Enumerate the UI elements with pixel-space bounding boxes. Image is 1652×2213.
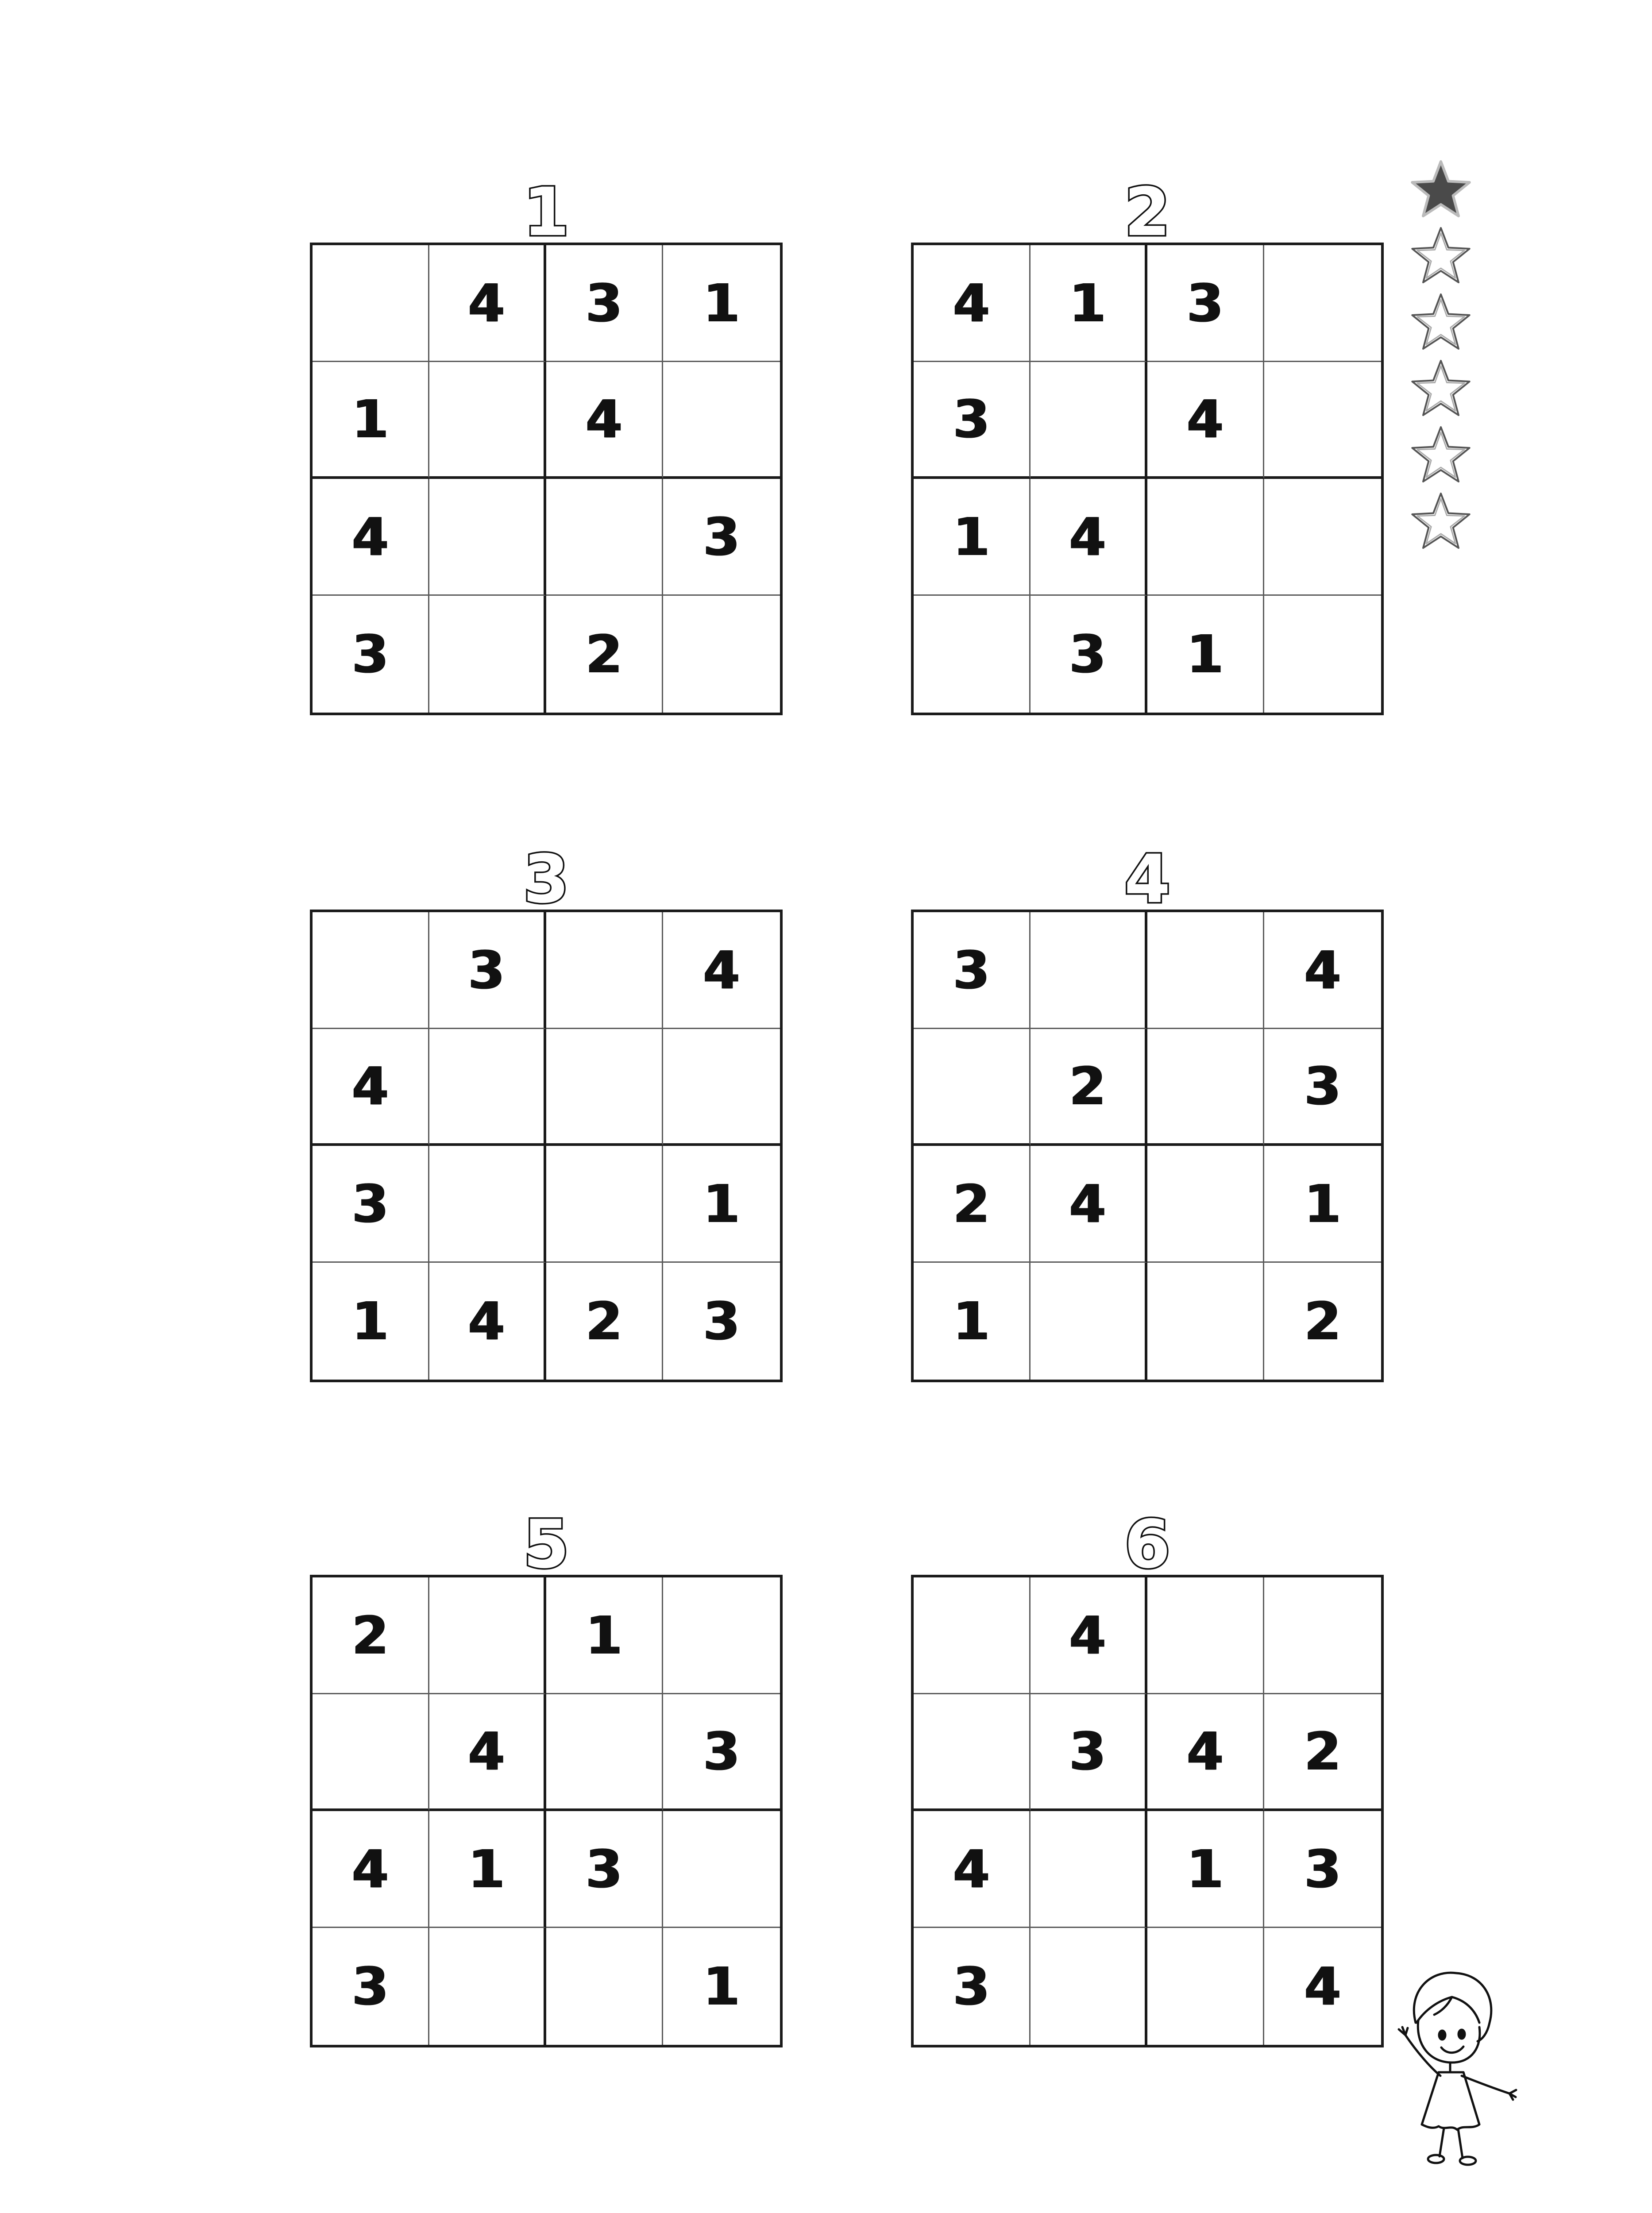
puzzle-number: 5 (523, 1506, 570, 1583)
grid-cell: 1 (914, 1263, 1031, 1380)
grid-cell (1031, 1811, 1147, 1928)
grid-cell: 2 (1031, 1029, 1147, 1146)
grid-cell: 2 (1304, 1291, 1341, 1352)
grid-cell: 4 (1147, 362, 1264, 479)
grid-cell: 1 (313, 1263, 429, 1380)
grid-cell (546, 479, 663, 596)
grid-cell: 3 (1264, 1029, 1381, 1146)
grid-cell: 4 (663, 912, 780, 1029)
grid-cell (1264, 1577, 1381, 1694)
grid-cell (1147, 1577, 1264, 1694)
grid-cell (546, 912, 663, 1029)
grid-cell: 3 (313, 1928, 429, 2045)
grid-cell: 3 (313, 596, 429, 713)
grid-cell: 2 (1264, 1694, 1381, 1811)
grid-cell: 1 (1031, 245, 1147, 362)
sudoku-grid (310, 1575, 783, 2047)
grid-cell: 4 (313, 479, 429, 596)
grid-cell: 3 (1031, 1694, 1147, 1811)
grid-cell: 4 (429, 1263, 546, 1380)
grid-cell: 4 (914, 1811, 1031, 1928)
grid-cell (546, 1928, 663, 2045)
grid-cell (313, 245, 429, 362)
grid-cell: 1 (663, 245, 780, 362)
grid-cell: 4 (914, 245, 1031, 362)
grid-cell: 4 (546, 362, 663, 479)
grid-cell: 1 (429, 1811, 546, 1928)
grid-cell: 3 (703, 1291, 740, 1352)
grid-cell (546, 1029, 663, 1146)
grid-cell (1264, 362, 1381, 479)
puzzle-number: 6 (1124, 1506, 1171, 1583)
grid-cell (1031, 1263, 1147, 1380)
grid-cell (1147, 1928, 1264, 2045)
grid-cell (1031, 362, 1147, 479)
grid-cell: 4 (429, 245, 546, 362)
grid-cell: 2 (313, 1577, 429, 1694)
grid-cell: 1 (1147, 596, 1264, 713)
grid-cell: 3 (663, 479, 780, 596)
grid-cell (1031, 912, 1147, 1029)
puzzle-number: 3 (523, 841, 570, 918)
grid-cell (546, 1694, 663, 1811)
grid-cell: 4 (429, 1694, 546, 1811)
grid-cell (1147, 479, 1264, 596)
grid-cell (914, 1029, 1031, 1146)
grid-cell (429, 479, 546, 596)
grid-cell: 4 (313, 1029, 429, 1146)
grid-cell (429, 1577, 546, 1694)
grid-cell (429, 1928, 546, 2045)
grid-cell: 4 (1264, 912, 1381, 1029)
sudoku-grid (911, 243, 1384, 715)
grid-cell: 4 (313, 1811, 429, 1928)
puzzle-number: 4 (1124, 841, 1171, 918)
grid-cell (663, 1029, 780, 1146)
star-outline-icon (1408, 224, 1474, 290)
grid-cell: 2 (546, 1263, 663, 1380)
grid-cell: 3 (546, 1811, 663, 1928)
puzzle-number: 2 (1124, 174, 1171, 251)
grid-cell: 4 (1031, 479, 1147, 596)
grid-cell (1264, 596, 1381, 713)
grid-cell: 1 (703, 1956, 740, 2017)
grid-cell: 1 (546, 1577, 663, 1694)
grid-cell (663, 362, 780, 479)
grid-cell: 1 (1264, 1146, 1381, 1263)
star-outline-icon (1408, 356, 1474, 423)
grid-cell (429, 1146, 546, 1263)
grid-cell (313, 912, 429, 1029)
grid-cell: 3 (546, 245, 663, 362)
grid-cell: 3 (313, 1146, 429, 1263)
grid-cell: 3 (1264, 1811, 1381, 1928)
grid-cell (546, 1146, 663, 1263)
grid-cell (1147, 1146, 1264, 1263)
sudoku-grid (310, 243, 783, 715)
grid-cell: 2 (546, 596, 663, 713)
grid-cell (1147, 1263, 1264, 1380)
grid-cell: 3 (1147, 245, 1264, 362)
grid-cell (1031, 1928, 1147, 2045)
grid-cell: 1 (1147, 1811, 1264, 1928)
star-outline-icon (1408, 290, 1474, 356)
grid-cell: 1 (914, 479, 1031, 596)
grid-cell (914, 596, 1031, 713)
grid-cell (1264, 479, 1381, 596)
star-filled-icon (1408, 157, 1474, 224)
grid-cell: 3 (914, 912, 1031, 1029)
grid-cell: 3 (663, 1694, 780, 1811)
grid-cell (1264, 245, 1381, 362)
sudoku-grid (911, 910, 1384, 1382)
grid-cell (663, 1811, 780, 1928)
grid-cell (429, 596, 546, 713)
star-outline-icon (1408, 489, 1474, 555)
grid-cell: 1 (313, 362, 429, 479)
girl-illustration (1363, 1956, 1523, 2178)
grid-cell (914, 1577, 1031, 1694)
grid-cell (1147, 1029, 1264, 1146)
difficulty-rating (1408, 157, 1474, 555)
grid-cell: 2 (914, 1146, 1031, 1263)
sudoku-grid (911, 1575, 1384, 2047)
grid-cell: 1 (663, 1146, 780, 1263)
grid-cell (429, 362, 546, 479)
grid-cell: 4 (1147, 1694, 1264, 1811)
grid-cell: 4 (1031, 1146, 1147, 1263)
grid-cell: 3 (914, 1928, 1031, 2045)
grid-cell (663, 1577, 780, 1694)
grid-cell (1147, 912, 1264, 1029)
grid-cell: 4 (1304, 1956, 1341, 2017)
grid-cell: 4 (1031, 1577, 1147, 1694)
grid-cell: 3 (914, 362, 1031, 479)
grid-cell (429, 1029, 546, 1146)
grid-cell (914, 1694, 1031, 1811)
grid-cell (313, 1694, 429, 1811)
star-outline-icon (1408, 423, 1474, 489)
grid-cell: 3 (1031, 596, 1147, 713)
grid-cell (663, 596, 780, 713)
puzzle-number: 1 (523, 174, 570, 251)
sudoku-grid (310, 910, 783, 1382)
grid-cell: 3 (429, 912, 546, 1029)
